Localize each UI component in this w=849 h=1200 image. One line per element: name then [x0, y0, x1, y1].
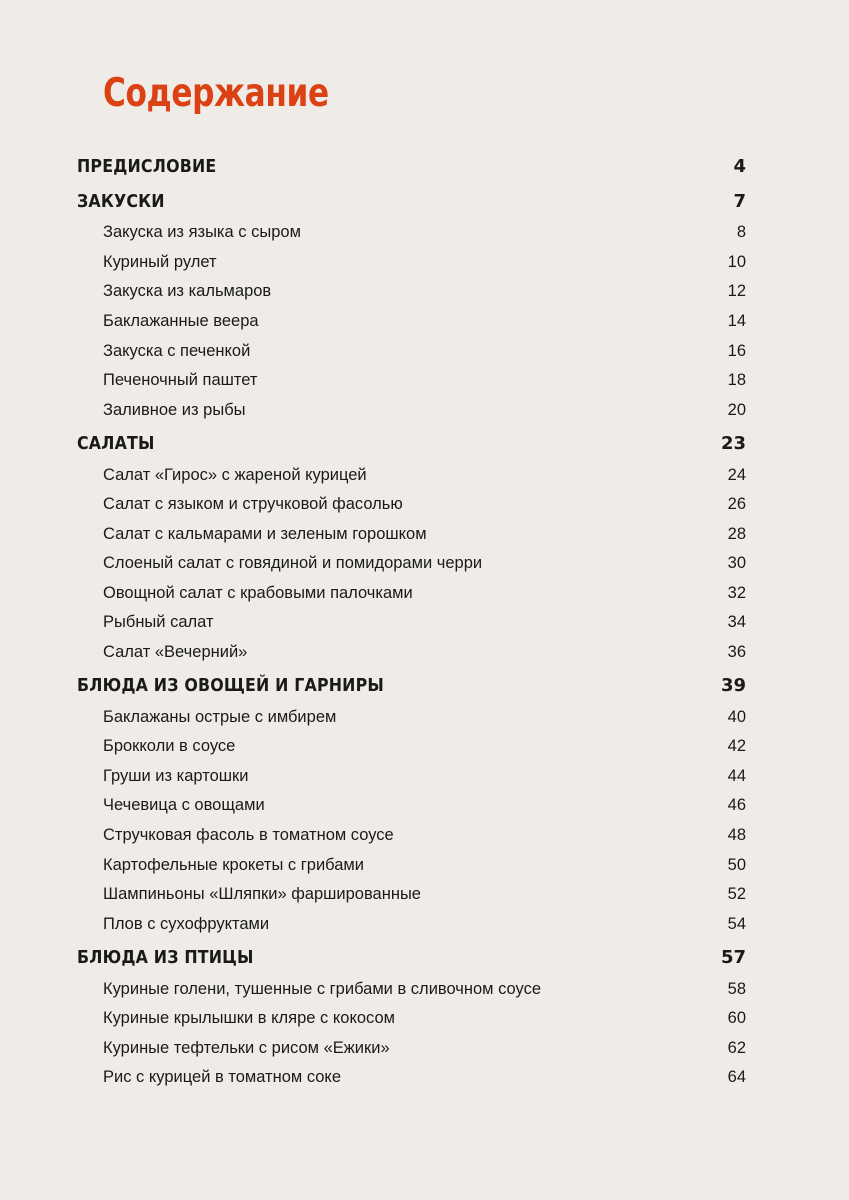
table-of-contents [77, 0, 746, 1200]
toc-entry[interactable] [77, 637, 746, 667]
toc-entry[interactable] [77, 578, 746, 608]
toc-entry-page: 44 [727, 767, 746, 785]
toc-entry-page: 46 [727, 796, 746, 814]
toc-entry-page: 20 [727, 401, 746, 419]
toc-section[interactable] [77, 429, 746, 459]
toc-entry-page: 54 [727, 915, 746, 933]
toc-entry[interactable] [77, 790, 746, 820]
toc-entry[interactable] [77, 460, 746, 490]
toc-entry-title: Салат с языком и стручковой фасолью [103, 495, 403, 513]
toc-entry-page: 62 [727, 1039, 746, 1057]
toc-entry-title: Салат «Гирос» с жареной курицей [103, 466, 367, 484]
toc-section[interactable] [77, 152, 746, 182]
toc-section-page: 4 [733, 156, 746, 177]
toc-entry-page: 30 [727, 554, 746, 572]
toc-entry-page: 64 [727, 1068, 746, 1086]
toc-entry-title: Закуска из языка с сыром [103, 223, 301, 241]
toc-entry-title: Куриные крылышки в кляре с кокосом [103, 1009, 396, 1027]
toc-entry-title: Плов с сухофруктами [103, 915, 270, 933]
toc-entry[interactable] [77, 820, 746, 850]
toc-entry-title: Груши из картошки [103, 767, 249, 785]
toc-entry-title: Брокколи в соусе [103, 737, 236, 755]
toc-entry[interactable] [77, 607, 746, 637]
toc-entry-page: 52 [727, 885, 746, 903]
toc-entry-page: 12 [727, 282, 746, 300]
toc-entry-page: 18 [727, 371, 746, 389]
toc-section[interactable] [77, 943, 746, 973]
toc-entry-title: Куриный рулет [103, 253, 217, 271]
toc-entry[interactable] [77, 702, 746, 732]
toc-entry[interactable] [77, 731, 746, 761]
toc-entry-page: 26 [727, 495, 746, 513]
toc-entry-page: 50 [727, 856, 746, 874]
toc-entry-page: 60 [727, 1009, 746, 1027]
toc-entry[interactable] [77, 276, 746, 306]
toc-entry[interactable] [77, 395, 746, 425]
toc-section[interactable] [77, 187, 746, 217]
toc-entry-title: Рис с курицей в томатном соке [103, 1068, 342, 1086]
toc-section-title: ЗАКУСКИ [77, 191, 165, 212]
toc-section-page: 7 [733, 191, 746, 212]
toc-entry-page: 36 [727, 643, 746, 661]
toc-entry-title: Печеночный паштет [103, 371, 258, 389]
toc-entry-page: 34 [727, 613, 746, 631]
toc-section-page: 23 [720, 433, 746, 454]
toc-entry-title: Куриные голени, тушенные с грибами в сливочном соусе [103, 980, 542, 998]
toc-entry[interactable] [77, 1033, 746, 1063]
toc-entry[interactable] [77, 974, 746, 1004]
toc-section-title: БЛЮДА ИЗ ПТИЦЫ [77, 947, 254, 968]
toc-entry[interactable] [77, 365, 746, 395]
toc-entry-title: Закуска с печенкой [103, 342, 251, 360]
toc-entry-title: Салат с кальмарами и зеленым горошком [103, 525, 427, 543]
toc-section[interactable] [77, 671, 746, 701]
toc-entry[interactable] [77, 519, 746, 549]
toc-entry[interactable] [77, 1003, 746, 1033]
toc-entry-title: Стручковая фасоль в томатном соусе [103, 826, 394, 844]
toc-section-title: ПРЕДИСЛОВИЕ [77, 156, 217, 177]
toc-entry-page: 16 [727, 342, 746, 360]
toc-section-title: БЛЮДА ИЗ ОВОЩЕЙ И ГАРНИРЫ [77, 675, 384, 696]
toc-entry-title: Салат «Вечерний» [103, 643, 248, 661]
toc-entry[interactable] [77, 850, 746, 880]
toc-entry[interactable] [77, 909, 746, 939]
toc-entry[interactable] [77, 1062, 746, 1092]
toc-entry-title: Куриные тефтельки с рисом «Ежики» [103, 1039, 390, 1057]
toc-entry[interactable] [77, 336, 746, 366]
toc-section-page: 39 [720, 675, 746, 696]
toc-entry-page: 58 [727, 980, 746, 998]
toc-entry-title: Баклажаны острые с имбирем [103, 708, 337, 726]
toc-entry[interactable] [77, 489, 746, 519]
toc-entry-title: Закуска из кальмаров [103, 282, 272, 300]
toc-entry[interactable] [77, 247, 746, 277]
toc-entry[interactable] [77, 761, 746, 791]
toc-entry[interactable] [77, 217, 746, 247]
toc-entry[interactable] [77, 879, 746, 909]
toc-entry-title: Картофельные крокеты с грибами [103, 856, 364, 874]
toc-section-title: САЛАТЫ [77, 433, 155, 454]
toc-entry-page: 14 [727, 312, 746, 330]
toc-entry-title: Рыбный салат [103, 613, 214, 631]
toc-entry-title: Шампиньоны «Шляпки» фаршированные [103, 885, 421, 903]
toc-entry-page: 40 [727, 708, 746, 726]
toc-entry-page: 42 [727, 737, 746, 755]
toc-entry-page: 8 [736, 223, 746, 241]
toc-entry-page: 10 [727, 253, 746, 271]
toc-entry-page: 24 [727, 466, 746, 484]
toc-section-page: 57 [720, 947, 746, 968]
toc-entry[interactable] [77, 548, 746, 578]
toc-entry-title: Баклажанные веера [103, 312, 259, 330]
toc-entry-title: Слоеный салат с говядиной и помидорами черри [103, 554, 483, 572]
toc-entry-title: Овощной салат с крабовыми палочками [103, 584, 413, 602]
toc-entry-title: Чечевица с овощами [103, 796, 265, 814]
toc-entry[interactable] [77, 306, 746, 336]
toc-entry-page: 32 [727, 584, 746, 602]
toc-entry-title: Заливное из рыбы [103, 401, 246, 419]
toc-entry-page: 28 [727, 525, 746, 543]
page-title: Содержание [103, 71, 329, 116]
toc-entry-page: 48 [727, 826, 746, 844]
